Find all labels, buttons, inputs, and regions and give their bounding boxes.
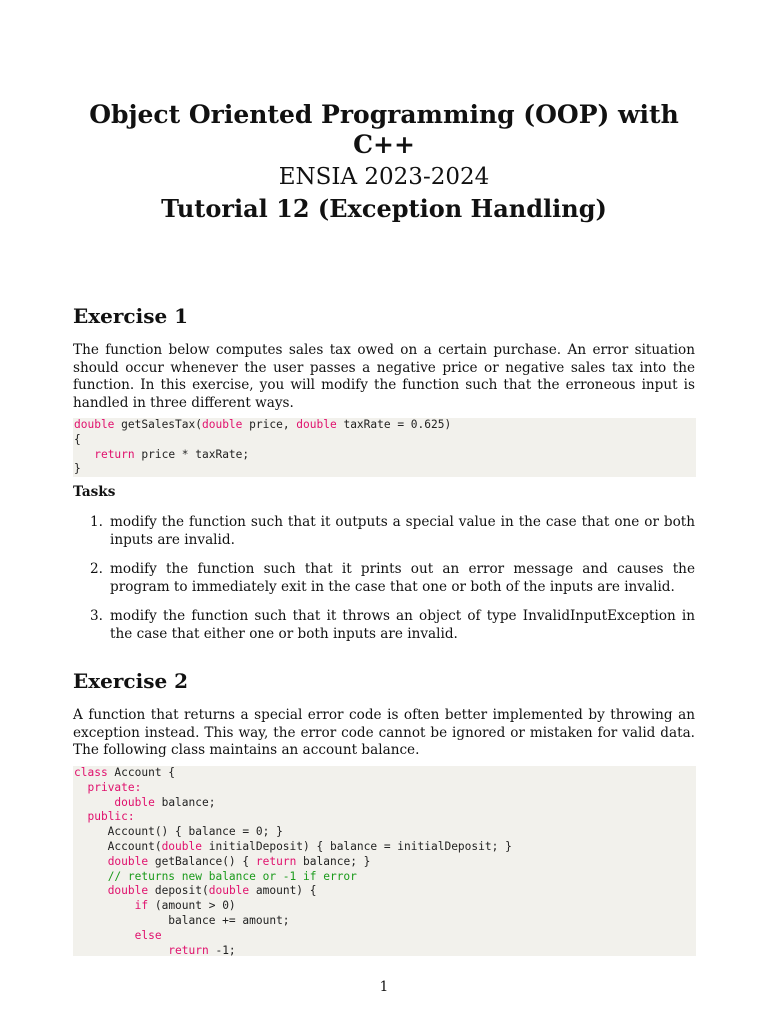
- title-block: [0, 100, 768, 224]
- code-line: {: [74, 432, 81, 446]
- tutorial-title: Tutorial 12 (Exception Handling): [161, 194, 607, 223]
- exercise-2-body: [73, 707, 695, 760]
- list-item: 3. modify the function such that it throws an object of type InvalidInputException in the case that either one or both inputs are invalid.: [90, 608, 695, 642]
- exercise-2-paragraph: A function that returns a special error code is often better implemented by throwing an exception instead. This way, the error code cannot be ignored or mistaken for valid data. The following class maintains an account balance.: [73, 707, 695, 758]
- title-line-1: Object Oriented Programming (OOP) with: [89, 100, 679, 129]
- code-line: double balance;: [114, 795, 216, 809]
- document-subtitle: ENSIA 2023-2024: [278, 164, 490, 190]
- tasks-list-container: [73, 514, 695, 655]
- tasks-section: [73, 484, 695, 500]
- code-line: public:: [87, 810, 135, 824]
- code-line: class Account {: [74, 766, 176, 779]
- code-line: double getSalesTax(double price, double taxRate = 0.625): [74, 418, 452, 431]
- code-line: }: [74, 462, 81, 476]
- document-title: [0, 100, 768, 160]
- title-line-2: C++: [353, 130, 415, 159]
- exercise-1-code-block: [73, 418, 696, 477]
- exercise-1-body: [73, 342, 695, 412]
- code-line: double deposit(double amount) {: [107, 884, 317, 898]
- code-line: Account(double initialDeposit) { balance = initialDeposit; }: [74, 839, 512, 853]
- list-item: 2. modify the function such that it prints out an error message and causes the program to immediately exit in the case that one or both of the inputs are invalid.: [90, 561, 695, 595]
- tasks-list: [73, 514, 695, 643]
- code-line: return -1;: [168, 943, 236, 956]
- exercise-2-code-block: [73, 766, 696, 956]
- code-line: else: [134, 928, 162, 942]
- exercise-1-heading: Exercise 1: [73, 304, 189, 328]
- code-line: Account() { balance = 0; }: [74, 825, 283, 839]
- exercise-1-section: [73, 304, 695, 328]
- code-line: return price * taxRate;: [94, 447, 250, 461]
- exercise-2-section: [73, 669, 695, 693]
- page-number: 1: [379, 979, 389, 995]
- exercise-1-paragraph: The function below computes sales tax owed on a certain purchase. An error situation should occur whenever the user passes a negative price or negative sales tax into the function. In this exercise, you will modify the function such that the erroneous input is handled in three different ways.: [73, 342, 695, 411]
- list-item: 1. modify the function such that it outputs a special value in the case that one or both inputs are invalid.: [90, 514, 695, 548]
- code-line: // returns new balance or -1 if error: [107, 869, 357, 883]
- code-line: private:: [87, 780, 142, 794]
- code-line: if (amount > 0): [134, 899, 236, 913]
- code-line: double getBalance() { return balance; }: [107, 854, 371, 868]
- tasks-heading: Tasks: [73, 484, 116, 500]
- code-line: balance += amount;: [74, 913, 290, 927]
- exercise-2-heading: Exercise 2: [73, 669, 189, 693]
